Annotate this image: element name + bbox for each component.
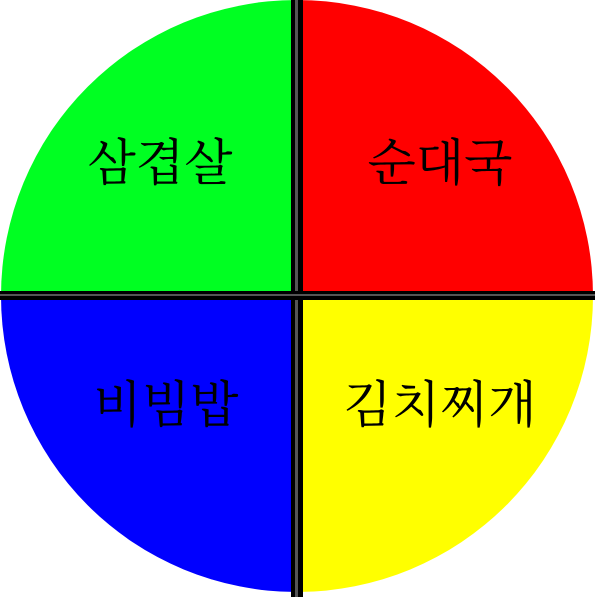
label-sundaeguk: 순대국 [367,134,513,192]
label-bibimbap: 비빔밥 [93,376,239,434]
label-kimchi-jjigae: 김치찌개 [343,376,537,434]
horizontal-divider-highlight [0,294,595,296]
wedge-kimchi-jjigae[interactable] [297,296,593,592]
label-samgyeopsal: 삼겹살 [87,134,233,192]
wedge-bibimbap[interactable] [1,296,297,592]
